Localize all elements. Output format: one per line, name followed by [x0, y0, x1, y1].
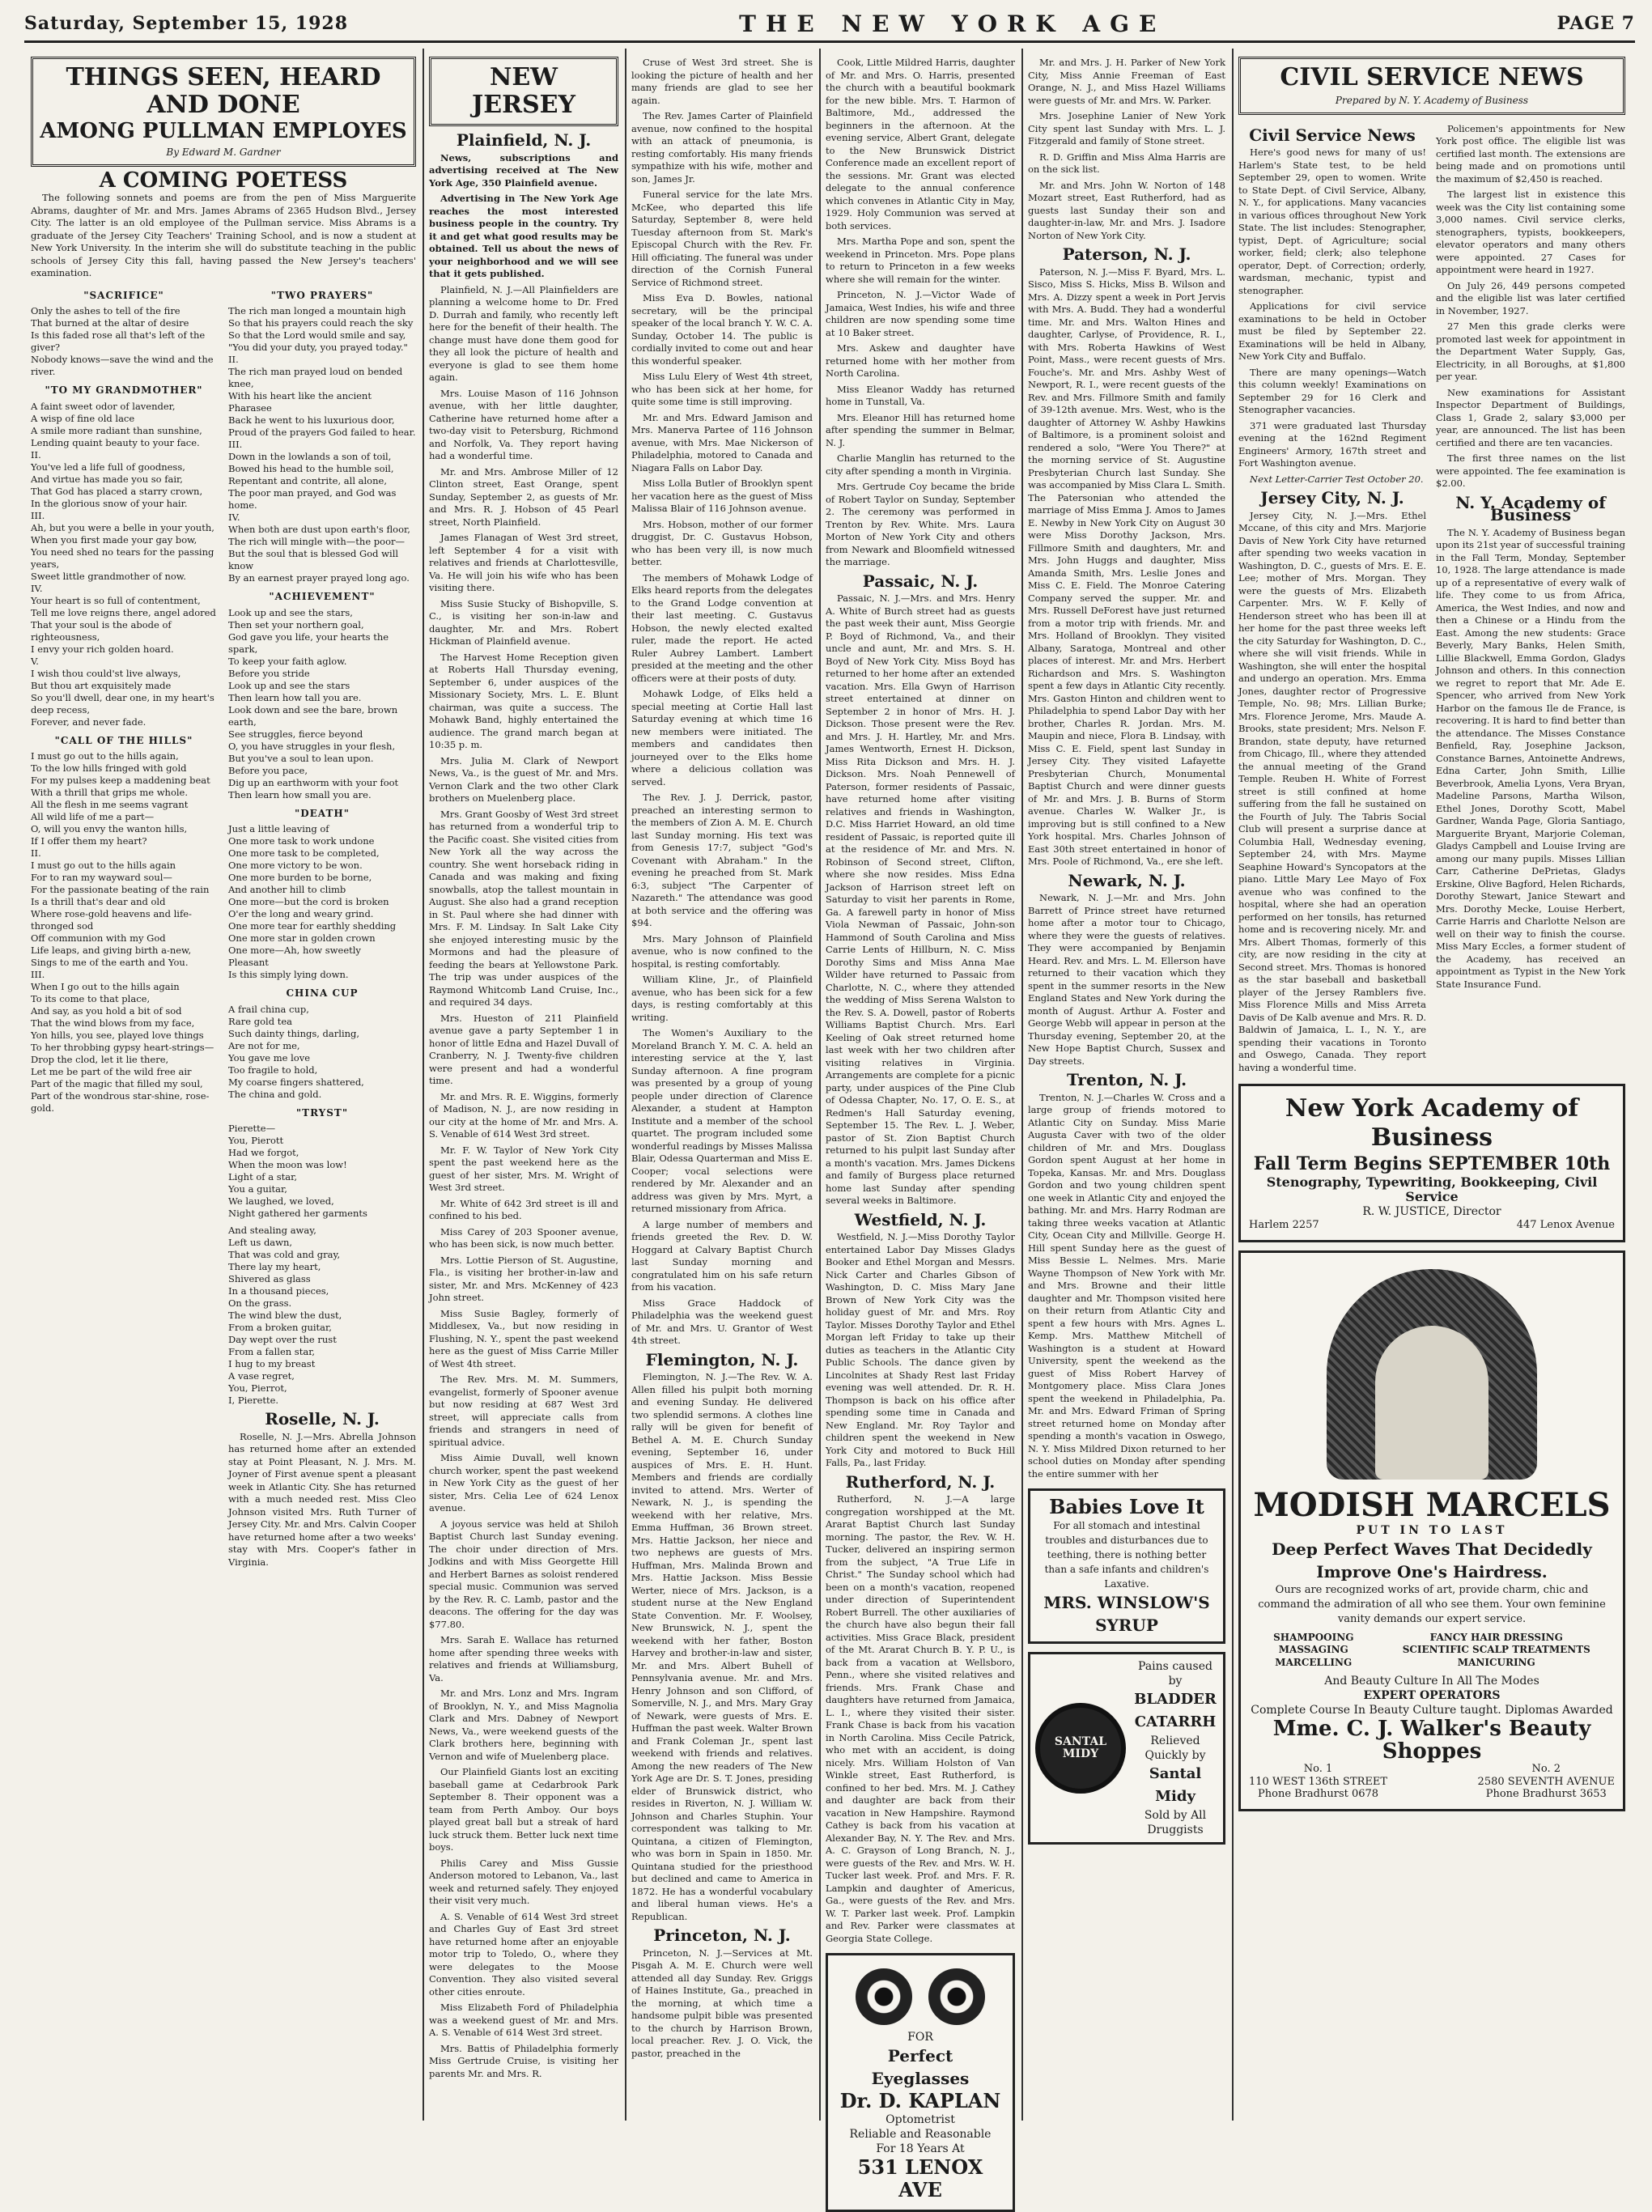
news-paragraph: Mrs. Hueston of 211 Plainfield avenue gave a party September 1 in honor of little Edna and Hazel Duvall of Cranberry, N. J. Twenty-five children were present and had a wonderful time.: [429, 1012, 618, 1086]
column-pullman: [31, 57, 416, 2121]
column-rule: [625, 49, 626, 2121]
news-paragraph: Miss Eva D. Bowles, national secretary, will be the principal speaker of the local branch Y. W. C. A. Sunday, October 14. The public is cordially invited to come out and hear this wonderful speaker.: [631, 292, 813, 367]
news-paragraph: Miss Lolla Butler of Brooklyn spent her vacation here as the guest of Miss Malissa Blair of 116 Johnson avenue.: [631, 478, 813, 514]
poem-text: A faint sweet odor of lavender, A wisp of fine old lace A smile more radiant than sunshine, Lending quaint beauty to your face. II. You've led a life full of goodness, And virtue has made you so fair, That God has placed a starry crown, In the glorious snow of your hair. III. Ah, but you were a belle in your youth, When you first made your gay bow, You need shed no tears for the passing years, Sweet little grandmother of now. IV. Your heart is so full of contentment, Tell me love reigns there, angel adored That your soul is the abode of righteousness, I envy your rich golden hoard. V. I wish thou could'st live always, But thou art exquisitely made So you'll dwell, dear one, in my heart's deep recess, Forever, and never fade.: [31, 400, 216, 728]
passaic-heading: Passaic, N. J.: [862, 571, 979, 591]
santal-sold: Sold by All Druggists: [1144, 1809, 1207, 1836]
news-paragraph: Mrs. Martha Pope and son, spent the weekend in Princeton. Mrs. Pope plans to return to Princeton in a few weeks where she will remain for the winter.: [826, 236, 1015, 285]
walker-no1: No. 1: [1303, 1763, 1333, 1775]
poem-title: "TRYST": [295, 1106, 349, 1119]
academy-ad-name: New York Academy of Business: [1285, 1094, 1579, 1152]
news-paragraph: Miss Aimie Duvall, well known church worker, spent the past weekend in New York City as the guest of her sister, Mrs. Celia Lee of 624 Lenox avenue.: [429, 1452, 618, 1514]
news-paragraph: Plainfield, N. J.—All Plainfielders are planning a welcome home to Dr. Fred D. Durrah and family, who recently left here for the benefit of their health. The change must have done them good for they all look the picture of health and everyone is glad to see them home again.: [429, 283, 618, 383]
masthead-page: PAGE 7: [1556, 13, 1635, 34]
civil-service-subhead: Civil Service News: [1249, 125, 1416, 145]
column-paterson: [1028, 57, 1225, 2121]
poem-text: I must go out to the hills again, To the low hills fringed with gold For my pulses keep a maddening beat With a thrill that grips me whole. All the flesh in me seems vagrant All wild life of me a part— O, will you envy the wanton hills, If I offer them my heart? II. I must go out to the hills again For to ran my wayward soul— For the passionate beating of the rain Is a thrill that's dear and old Where rose-gold heavens and life-thronged sod Off communion with my God Life leaps, and giving birth a-new, Sings to me of the earth and You. III. When I go out to the hills again To its come to that place, And say, as you hold a bit of sod That the wind blows from my face, Yon hills, you see, played love things To her throbbing gypsy heart-strings— Drop the clod, let it lie there, Let me be part of the wild free air Part of the magic that filled my soul, Part of the wondrous star-shine, rose-gold.: [31, 750, 214, 1114]
flemington-heading: Flemington, N. J.: [645, 1349, 799, 1369]
news-paragraph: News, subscriptions and advertising received at The New York Age, 350 Plainfield avenue.: [429, 151, 618, 189]
column-new-jersey: [429, 57, 618, 2121]
news-paragraph: Cook, Little Mildred Harris, daughter of Mr. and Mrs. O. Harris, presented the church with a beautiful bookmark for the new bible. Mrs. T. Harmon of Baltimore, Md., addressed the beginners in the afternoon. At the evening service, Albert Grant, delegate to the New Brunswick District Conference made an excellent report of the sessions. Mr. Grant was elected delegate to the annual conference which convenes in Atlantic City in May, 1929. Holy Communion was served at both services.: [826, 57, 1015, 231]
westfield-heading: Westfield, N. J.: [854, 1209, 987, 1229]
santal-seal-icon: SANTAL MIDY: [1035, 1703, 1126, 1794]
news-paragraph: Philis Carey and Miss Gussie Anderson motored to Lebanon, Va., last week and returned safely. They enjoyed their visit very much.: [429, 1857, 618, 1906]
news-paragraph: A joyous service was held at Shiloh Baptist Church last Sunday evening. The choir under direction of Mrs. Jodkins and with Miss Georgette Hill and Herbert Barnes as soloist rendered special music. Communion was served by the Rev. R. C. Lamb, pastor and the deacons. The offering for the day was $77.80.: [429, 1518, 618, 1630]
paterson-heading: Paterson, N. J.: [1062, 244, 1191, 264]
news-paragraph: Mrs. Josephine Lanier of New York City spent last Sunday with Mrs. L. J. Fitzgerald and family of Stone street.: [1028, 110, 1225, 146]
news-paragraph: Mrs. Eleanor Hill has returned home after spending the summer in Belmar, N. J.: [826, 411, 1015, 448]
newark-text: Newark, N. J.—Mr. and Mrs. John Barrett of Prince street have returned home after a motor tour to Chicago, where they were the guests of relatives. They were accompanied by Benjamin Heard. Rev. and Mrs. L. M. Ellerson have returned to their vacation which they spent in the summer resorts in the New England States and New York during the month of August. Arthur A. Foster and George Webb will appear in person at the Thursday evening, September 20, at the New Hope Baptist Church, Sussex and Day streets.: [1028, 892, 1225, 1067]
optometrist-title: Optometrist: [885, 2113, 955, 2126]
news-paragraph: James Flanagan of West 3rd street, left September 4 for a visit with relatives and friends at Charlottesville, Va. He will join his wife who has been visiting there.: [429, 532, 618, 593]
civil-paragraph: New examinations for Assistant Inspector Department of Buildings, Class 1, Grade 2, salary $3,000 per year, are announced. The list has been certified and there are ten vacancies.: [1436, 386, 1625, 448]
optometrist-reliable: Reliable and Reasonable: [849, 2128, 992, 2141]
new-jersey-heading-box: [429, 57, 618, 126]
plainfield-heading: Plainfield, N. J.: [456, 130, 592, 150]
walker-service: MASSAGING: [1278, 1644, 1348, 1655]
news-paragraph: Princeton, N. J.—Victor Wade of Jamaica, West Indies, his wife and three children are now spending some time at 10 Baker street.: [826, 289, 1015, 338]
pullman-heading: THINGS SEEN, HEARD AND DONE: [66, 63, 381, 119]
poem-text: Only the ashes to tell of the fire That burned at the altar of desire Is this faded rose all that's left of the giver? Nobody knows—save the wind and the river.: [31, 305, 214, 377]
news-paragraph: R. D. Griffin and Miss Alma Harris are on the sick list.: [1028, 151, 1225, 175]
roselle-text: Roselle, N. J.—Mrs. Abrella Johnson has returned home after an extended stay at Point Pleasant, N. J. Mrs. M. Joyner of First avenue spent a pleasant week in Atlantic City. She has returned with a much needed rest. Miss Cleo Johnson visited Mrs. Ruth Turner of Jersey City. Mr. and Mrs. Calvin Cooper have returned home after a two weeks' stay with Mrs. Cooper's father in Virginia.: [228, 1430, 416, 1568]
poem-text: A frail china cup, Rare gold tea Such dainty things, darling, Are not for me, You gave me love Too fragile to hold, My coarse fingers shattered, The china and gold.: [228, 1003, 364, 1100]
news-paragraph: Mr. F. W. Taylor of New York City spent the past weekend here as the guest of her sister, Mrs. M. Wright of West 3rd street.: [429, 1144, 618, 1193]
babies-text: For all stomach and intestinal troubles and disturbances due to teething, there is nothing better than a safe infants and children's Laxative.: [1044, 1520, 1209, 1590]
jersey-city-heading: Jersey City, N. J.: [1260, 488, 1404, 507]
portrait-face: [1375, 1326, 1488, 1480]
optometrist-years: For 18 Years At: [876, 2142, 965, 2155]
pullman-subheading: AMONG PULLMAN EMPLOYES: [40, 119, 407, 143]
newark-heading: Newark, N. J.: [1068, 870, 1186, 890]
poem-title: "TO MY GRANDMOTHER": [45, 384, 203, 396]
civil-paragraph: The first three names on the list were appointed. The fee examination is $2.00.: [1436, 452, 1625, 489]
news-paragraph: Mrs. Julia M. Clark of Newport News, Va., is the guest of Mr. and Mrs. Vernon Clark and the two other Clark brothers on Muelenberg place.: [429, 754, 618, 804]
civil-paragraph: Here's good news for many of us! Harlem's State test, to be held September 29, open to women. Write to State Dept. of Civil Service, Albany, N. Y., for applications. Many vacancies in various offices throughout New York State. The list includes: Stenographer, typist, Dept. of Agriculture; social worker, field; clerk; also telephone operator, Dept. of Correction; orderly, wardsman, mechanic, typist and stenographer.: [1238, 146, 1426, 296]
news-paragraph: Miss Carey of 203 Spooner avenue, who has been sick, is now much better.: [429, 1225, 618, 1250]
academy-ad-address: 447 Lenox Avenue: [1516, 1219, 1615, 1231]
news-paragraph: The members of Mohawk Lodge of Elks heard reports from the delegates to the Grand Lodge convention at their last meeting. C. Gustavus Hobson, the newly elected exalted ruler, made the report. He acted Ruler Aubrey Lambert. Lambert presided at the meeting and the other officers were at their posts of duty.: [631, 571, 813, 684]
news-paragraph: Miss Susie Stucky of Bishopville, S. C., is visiting her son-in-law and daughter, Mr. and Mrs. Robert Hickman of Plainfield avenue.: [429, 597, 618, 647]
poem-title: CHINA CUP: [286, 987, 359, 999]
civil-paragraph: Next Letter-Carrier Test October 20.: [1250, 473, 1424, 485]
babies-headline: Babies Love It: [1049, 1495, 1204, 1518]
optometrist-name: Dr. D. KAPLAN: [839, 2089, 1001, 2112]
walker-portrait-image: [1327, 1269, 1537, 1480]
walker-service: SCIENTIFIC SCALP TREATMENTS: [1402, 1644, 1590, 1655]
walker-locations: [1249, 1763, 1615, 1801]
princeton-text: Princeton, N. J.—Services at Mt. Pisgah A. M. E. Church were well attended all day Sunday. Rev. Griggs of Haines Institute, Ga., preached in the morning, at which time a handsome pulpit bible was presented to the church by Harrison Brown, local preacher. Rev. J. O. Vick, the pastor, preached in the: [631, 1947, 813, 2059]
news-paragraph: Funeral service for the late Mrs. McKee, who departed this life Saturday, September 8, were held Tuesday afternoon from St. Mark's Episcopal Church with the Rev. Fr. Hill officiating. The funeral was under direction of the Cornish Funeral Service of Richmond street.: [631, 189, 813, 288]
news-paragraph: Mr. and Mrs. Ambrose Miller of 12 Clinton street, East Orange, spent Sunday, September 2, as guests of Mr. and Mrs. R. J. Hobson of 45 Pearl street, North Plainfield.: [429, 465, 618, 528]
santal-relieved: Relieved Quickly by: [1145, 1734, 1206, 1762]
civil-service-heading-box: [1238, 57, 1625, 115]
pullman-byline: By Edward M. Gardner: [166, 146, 281, 158]
academy-ad: [1238, 1084, 1625, 1242]
poem-text: Pierette— You, Pierott Had we forgot, When the moon was low! Light of a star, You a guitar, We laughed, we loved, Night gathered her garments: [228, 1123, 367, 1219]
news-paragraph: Mr. and Mrs. R. E. Wiggins, formerly of Madison, N. J., are now residing in our city at the home of Mr. and Mrs. A. S. Venable of 614 West 3rd street.: [429, 1090, 618, 1140]
poem-title: "DEATH": [295, 807, 350, 819]
news-paragraph: Mohawk Lodge, of Elks held a special meeting at Cortie Hall last Saturday evening at which time 16 new members were initiated. The members and candidates then journeyed over to the Elks home where a delicious collation was served.: [631, 688, 813, 788]
news-paragraph: Miss Grace Haddock of Philadelphia was the weekend guest of Mr. and Mrs. U. Grantor of West 4th street.: [631, 1297, 813, 1346]
news-paragraph: Mrs. Lottie Pierson of St. Augustine, Fla., is visiting her brother-in-law and sister, Mr. and Mrs. McKenney of 423 John street.: [429, 1254, 618, 1303]
santal-line: Pains caused by: [1138, 1660, 1212, 1688]
masthead-date: Saturday, September 15, 1928: [24, 13, 349, 34]
news-paragraph: Our Plainfield Giants lost an exciting baseball game at Cedarbrook Park September 8. Their opponent was a team from Perth Amboy. Our boys played great ball but a streak of hard luck struck them. Better luck next time boys.: [429, 1766, 618, 1853]
trenton-text: Trenton, N. J.—Charles W. Cross and a large group of friends motored to Atlantic City on Sunday. Miss Marie Augusta Caver with two of the older children of Mr. and Mrs. Douglass Gordon spent August at her home in Topeka, Kansas. Mr. and Mrs. Douglass Gordon and two young children spent one week in Atlantic City and enjoyed the bathing. Mr. and Mrs. Harry Rodman are taking three weeks vacation at Atlantic City, Ocean City and Millville. George H. Hill spent Sunday here as the guest of Miss Bessie L. Nelmes. Mrs. Marie Wayne Thompson of New York with Mr. and Mrs. Browne and their little daughter and Mr. Thompson visited here on their return from Atlantic City and spent a few hours with Mrs. Agnes L. Kemp. Mrs. Matthew Mitchell of Washington is a student at Howard University, spent the weekend as the guest of Miss Robert Harvey of Montgomery place. Miss Clara Jones spent the weekend in Philadelphia, Pa. Mr. and Mrs. Edward Friman of Spring street returned home on Monday after spending a month's vacation in Oswego, N. Y. Miss Mildred Dixon returned to her school duties on Monday after spending the entire summer with her: [1028, 1091, 1225, 1480]
walker-service: MANICURING: [1457, 1656, 1535, 1668]
academy-ad-courses: Stenography, Typewriting, Bookkeeping, Civil Service: [1266, 1174, 1598, 1204]
santal-catarrh: BLADDER CATARRH: [1134, 1691, 1217, 1730]
santal-brand: Santal Midy: [1149, 1765, 1202, 1805]
poem-title: "SACRIFICE": [83, 289, 164, 301]
news-paragraph: Mrs. Askew and daughter have returned home with her mother from North Carolina.: [826, 342, 1015, 379]
passaic-text: Passaic, N. J.—Mrs. and Mrs. Henry A. White of Burch street had as guests the past week their aunt, Miss Georgie P. Boyd of Richmond, Va., and their uncle and aunt, Mr. and Mrs. S. H. Boyd of New York City. Miss Boyd has returned to her home after an extended vacation. Mrs. Ella Gwyn of Harrison street entertained at dinner on September 2 in honor of Mrs. H. J. Dickson. Those present were the Rev. and Mrs. J. H. Hartley, Mr. and Mrs. James Wentworth, Ernest H. Dickson, Miss Rita Dickson and Mrs. H. J. Dickson. Mrs. Noah Pennewell of Paterson, former residents of Passaic, have returned home after visiting relatives and friends in Washington, D.C. Miss Harriet Howard, an old time resident of Passaic, is reported quite ill at the residence of Mr. and Mrs. N. Robinson of Second street, Clifton, where she now resides. Miss Edna Jackson of Harrison street left on Saturday to visit her parents in Rome, Ga. A farewell party in honor of Miss Viola Newman of Passaic, John-son Hammond of South Carolina and Miss Carrie Lents of Hillburn, N. C. Miss Dorothy Sims and Miss Anna Mae Wilder have returned to Passaic from Charlotte, N. C., where they attended the wedding of Miss Serena Walston to the Rev. S. A. Dowell, pastor of Roberts Williams Baptist Church. Mrs. Earl Keeling of Oak street returned home last week with her two children after visiting relatives in Virginia. Arrangements are complete for a picnic party, under auspices of the Pine Club of Odessa Chapter, No. 17, O. E. S., at Redmen's Hall Saturday evening, September 15. The Rev. L. J. Weber, pastor of St. Zion Baptist Church returned to his pulpit last Sunday after a month's vacation. Mrs. James Dickens and family of Burgess place returned home last Sunday after spending several weeks in Baltimore.: [826, 592, 1015, 1206]
civil-service-heading: CIVIL SERVICE NEWS: [1280, 63, 1584, 91]
walker-course: Complete Course In Beauty Culture taught. Diplomas Awarded: [1251, 1704, 1613, 1717]
academy-ad-contact: [1249, 1219, 1615, 1232]
academy-text: The N. Y. Academy of Business began upon its 21st year of successful training in the Fall Term, Monday, September 10, 1928. The large attendance is made up of a representative of every walk of life. They come to us from Africa, America, the West Indies, and now and then a Chinese or a Hindu from the East. Among the new students: Grace Beverly, Mary Banks, Helen Smith, Lillie Blackwell, Emma Gordon, Gladys Johnson and others. In this connection we regret to report that Mr. Ade E. Spencer, who arrived from New York Harbor on the famous Ile de France, is recovering. It is hard to find better than the attendance. The Misses Constance Benfield, Ray, Josephine Jackson, Constance Barnes, Antoinette Andrews, Edna Carter, John Smith, Lillie Beverbrook, Amelia Lyons, Vera Bryan, Madeline Parsons, Martha Wilson, Ethel Jones, Dorothy Scott, Mabel Gardner, Wanda Page, Gloria Santiago, Marguerite Bryant, Marjorie Coleman, Gladys Campbell and Louise Irving are among our many pupils. Misses Lillian Carr, Catherine DePrietas, Gladys Erskine, Olive Bagford, Helen Richards, Dorothy Stewart, Janice Stewart and Mrs. Dorothy Mecke, Louise Herbert, Carrie Harris and Charlotte Nelson are well on their way to finish the course. Miss Mary Eccles, a former student of the Academy, has received an appointment as Typist in the New York State Insurance Fund.: [1436, 526, 1626, 990]
column-plainfield-cont: [631, 57, 813, 2121]
jersey-city-text: Jersey City, N. J.—Mrs. Ethel Mccane, of this city and Mrs. Marjorie Davis of New York City have returned after spending two weeks vacation in Washington, D. C., guests of Mrs. E. E. Lee; mother of Mrs. Morgan. They were the guests of Mrs. Elizabeth Carpenter. Mrs. W. F. Kelly of Henderson street who has been ill at her home for the past three weeks left the city Saturday for Washington, D. C., where she will visit friends. While in Washington, she will enter the hospital and undergo an operation. Mrs. Emma Jones, daughter rector of Progressive Temple, No. 98; Mrs. Lillian Burke; Mrs. Florence Jerome, Mrs. Maude A. Brooks, state president; Mrs. Nelson F. Brandon, state deputy, have returned from Chicago, Ill., where they attended the annual meeting of the Grand Temple. Reuben H. White of Forrest street is still confined at home suffering from the fall he sustained on the Fourth of July. The Tabris Social Club will present a surprise dance at Columbia Hall, Wednesday evening, September 24, with Mrs. Mayme Seaphine Howard's Syncopators at the piano. Little Mary Lee Mayo of Fox avenue who was confined to the hospital, where she had an operation performed on her tonsils, has returned home and is recovering nicely. Mr. and Mrs. Albert Thomas, formerly of this city, are now residing in the city at Second street. Mrs. Thomas is honored as the star baseball and basketball player of the Jersey Ramblers five. Miss Florence Mills and Miss Arreta Davis of De Kalb avenue and Mrs. R. D. Baldwin of Jamaica, L. I., N. Y., are spending their vacations in Toronto and Oswego, Canada. They report having a wonderful time.: [1238, 509, 1426, 1073]
news-paragraph: Mr. and Mrs. John W. Norton of 148 Mozart street, East Rutherford, had as guests last Sunday their son and daughter-in-law, Mr. and Mrs. J. Isadore Norton of New York City.: [1028, 179, 1225, 241]
civil-paragraph: 27 Men this grade clerks were promoted last week for appointment in the Department Water Supply, Gas, Electricity, in all Boroughs, at $1,800 per year.: [1436, 321, 1625, 382]
pullman-heading-box: [31, 57, 416, 167]
news-paragraph: Mr. and Mrs. Edward Jamison and Mrs. Manerva Partee of 116 Johnson avenue, with Mrs. Mae Nickerson of Philadelphia, motored to Canada and Niagara Falls on Labor Day.: [631, 411, 813, 473]
news-paragraph: Mrs. Gertrude Coy became the bride of Robert Taylor on Sunday, September 2. The ceremony was performed in Trenton by Rev. White. Mrs. Laura Morton of New York City and others from Newark and Bloomfield witnessed the marriage.: [826, 481, 1015, 567]
civil-paragraph: 371 were graduated last Thursday evening at the 162nd Regiment Engineers' Armory, 167th street and Fort Washington avenue.: [1238, 419, 1426, 469]
optometrist-for: FOR: [907, 2031, 933, 2044]
westfield-text: Westfield, N. J.—Miss Dorothy Taylor entertained Labor Day Misses Gladys Booker and Ethel Morgan and Messrs. Nick Carter and Charles Gibson of Washington, D. C. Miss Mary Jane Brown of New York City was the holiday guest of Mr. and Mrs. Roy Taylor. Misses Dorothy Taylor and Ethel Morgan left Friday to take up their duties as teachers in the Atlantic City Public Schools. The dance given by Lincolnites at Shady Rest last Friday evening was well attended. Dr. R. H. Thompson is back on his office after spending some time in Canada and New England. Mr. Roy Taylor and children spent the weekend in New York City and motored to Buck Hill Falls, Pa., last Friday.: [826, 1231, 1015, 1468]
news-paragraph: The Rev. James Carter of Plainfield avenue, now confined to the hospital with an attack of pneumonia, is resting comfortably. His many friends sympathize with his wife, mother and son, James Jr.: [631, 110, 813, 185]
news-paragraph: Mr. White of 642 3rd street is ill and confined to his bed.: [429, 1197, 618, 1221]
column-rule: [819, 49, 821, 2121]
eye-icon: [928, 1968, 985, 2025]
column-rule: [423, 49, 424, 2121]
poem-text: Just a little leaving of One more task to work undone One more task to be completed, One more victory to be won. One more burden to be borne, And another hill to climb One more—but the cord is broken O'er the long and weary grind. One more tear for earthly shedding One more star in golden crown One more—Ah, how sweetly Pleasant Is this simply lying down.: [228, 823, 397, 980]
news-paragraph: Mr. and Mrs. Lonz and Mrs. Ingram of Brooklyn, N. Y., and Miss Magnolia Clark and Mrs. Dabney of Newport News, Va., were weekend guests of the Clark brothers here, beginning with Vernon and wife of Muelenberg place.: [429, 1688, 618, 1762]
news-paragraph: Mrs. Battis of Philadelphia formerly Miss Gertrude Cruise, is visiting her parents Mr. and Mrs. R.: [429, 2042, 618, 2079]
news-paragraph: Mrs. Mary Johnson of Plainfield avenue, who is now confined to the hospital, is resting comfortably.: [631, 932, 813, 970]
walker-tagline: Deep Perfect Waves That Decidedly Improve One's Hairdress.: [1272, 1539, 1592, 1582]
babies-love-it-ad: [1028, 1488, 1225, 1644]
eyes-illustration: [836, 1968, 1004, 2025]
rutherford-heading: Rutherford, N. J.: [845, 1471, 996, 1492]
walker-service: SHAMPOOING: [1273, 1631, 1354, 1643]
poem-title: "TWO PRAYERS": [270, 289, 374, 301]
news-paragraph: A. S. Venable of 614 West 3rd street and Charles Guy of East 3rd street have returned home after an enjoyable motor trip to Toledo, O., where they were delegates to the Moose Convention. They also visited several other cities enroute.: [429, 1910, 618, 1998]
walker-headline: MODISH MARCELS: [1253, 1485, 1611, 1524]
walker-service: MARCELLING: [1275, 1656, 1353, 1668]
news-paragraph: Mrs. Louise Mason of 116 Johnson avenue, with her little daughter, Catherine have returned home after a two-day visit to Petersburg, Richmond and Norfolk, Va. They report having had a wonderful time.: [429, 387, 618, 461]
civil-paragraph: The largest list in existence this week was the City list containing some 3,000 names. Civil service clerks, stenographers, typists, bookkeepers, elevator operators and many others were appointed. 27 Cases for appointment were heard in 1927.: [1436, 189, 1625, 275]
poem-title: "CALL OF THE HILLS": [54, 734, 193, 746]
masthead: [24, 6, 1635, 43]
news-paragraph: A large number of members and friends greeted the Rev. D. W. Hoggard at Calvary Baptist Church last Sunday morning and congratulated him on his safe return from his vacation.: [631, 1218, 813, 1293]
news-paragraph: The Women's Auxiliary to the Moreland Branch Y. M. C. A. held an interesting service at the Y, last Sunday afternoon. A fine program was presented by a group of young people under direction of Clarence Alexander, a student at Hampton Institute and a member of the school quartet. The program included some wonderful readings by Misses Malissa Blair, Odessa Quarterman and Miss E. Cooper; vocal selections were rendered by Mr. Alexander and an address was given by Mrs. Myrt, a returned missionary from Africa.: [631, 1027, 813, 1214]
walker-line: And Beauty Culture In All The Modes: [1324, 1675, 1539, 1688]
eye-icon: [856, 1968, 912, 2025]
news-paragraph: Cruse of West 3rd street. She is looking the picture of health and her many friends are glad to see her again.: [631, 57, 813, 106]
flemington-text: Flemington, N. J.—The Rev. W. A. Allen filled his pulpit both morning and evening Sunday. He delivered two splendid sermons. A clothes line rally will be given for benefit of Bethel A. M. E. Church Sunday evening, September 16, under auspices of Mrs. E. H. Hunt. Members and friends are cordially invited to attend. Mrs. Werter of Newark, N. J., is spending the weekend with her relative, Mrs. Emma Huffman, 36 Brown street. Mrs. Hattie Jackson, her niece and two nephews are guests of Mrs. Huffman, Mrs. Malinda Brown and Mrs. Hattie Jackson. Miss Bessie Werter, niece of Mrs. Jackson, is a student nurse at the New England State Convention. Mr. F. Woolsey, New Brunswick, N. J., spent the weekend with her father, Boston Harvey and brother-in-law and sister, Mr. and Mrs. Albert Buhell of Pennsylvania avenue. Mr. and Mrs. Henry Johnson and son Clifford, of Somerville, N. J., and Mrs. Mary Gray of Newark, were guests of Mrs. E. Huffman the past week. Walter Brown and Frank Coleman Jr., spent last weekend with friends and relatives. Among the new readers of The New York Age are Dr. S. T. Jones, presiding elder of Brunswick district, who resides in Riverton, N. J. William W. Johnson and Charles Stuphin. Your correspondent was talking to Mr. Quintana, a citizen of Flemington, who was born in Spain in 1850. Mr. Quintana studied for the priesthood but declined and came to America in 1872. He has a wonderful vocabulary and liberal human views. He's a Republican.: [631, 1371, 813, 1922]
poetess-intro: The following sonnets and poems are from the pen of Miss Marguerite Abrams, daughter of Mr. and Mrs. James Abrams of 2365 Hudson Blvd., Jersey City. The latter is an old employee of the Pullman service. Miss Abrams is a graduate of the Jersey City Teachers' Training School, and is now a student at New York University. In the interim she will do substitute teaching in the public schools of Jersey City this fall, having passed the New Jersey's teachers' examination.: [31, 192, 416, 278]
roselle-heading: Roselle, N. J.: [265, 1409, 380, 1429]
poem-title: "ACHIEVEMENT": [269, 591, 376, 602]
walker-phone2: Phone Bradhurst 3653: [1485, 1788, 1607, 1800]
walker-no2: No. 2: [1531, 1763, 1561, 1775]
column-rule: [1232, 49, 1234, 2121]
academy-ad-phone: Harlem 2257: [1249, 1219, 1319, 1231]
new-jersey-heading: NEW JERSEY: [472, 63, 575, 119]
masthead-title: THE NEW YORK AGE: [739, 10, 1166, 37]
princeton-heading: Princeton, N. J.: [653, 1925, 791, 1945]
civil-paragraph: On July 26, 449 persons competed and the eligible list was later certified in November, 1927.: [1436, 279, 1625, 316]
news-paragraph: Miss Susie Bagley, formerly of Middlesex, Va., but now residing in Flushing, N. Y., spent the past weekend here as the guest of Miss Carrie Miller of West 4th street.: [429, 1307, 618, 1369]
column-passaic: [826, 57, 1015, 2201]
poem-text: Look up and see the stars, Then set your northern goal, God gave you life, your hearts the spark, To keep your faith aglow. Before you stride Look up and see the stars Then learn how tall you are. Look down and see the bare, brown earth, See struggles, fierce beyond O, you have struggles in your flesh, But you've a soul to lean upon. Before you pace, Dig up an earthworm with your foot Then learn how small you are.: [228, 606, 399, 800]
walker-brand: Mme. C. J. Walker's Beauty Shoppes: [1272, 1717, 1591, 1764]
news-paragraph: Mrs. Hobson, mother of our former druggist, Dr. C. Gustavus Hobson, who has been very ill, is now much better.: [631, 518, 813, 567]
civil-paragraph: Policemen's appointments for New York post office. The eligible list was certified last month. The extensions are being made and on promotions until the maximum of $2,450 is reached.: [1436, 122, 1625, 185]
walker-ad: [1238, 1250, 1625, 1811]
walker-text: Ours are recognized works of art, provide charm, chic and command the admiration of all who see them. Your own feminine vanity demands our expert service.: [1258, 1583, 1606, 1625]
civil-paragraph: Applications for civil service examinations to be held in October must be filed by September 22. Examinations will be held in Albany, New York City and Buffalo.: [1238, 300, 1426, 362]
poetess-heading: A COMING POETESS: [99, 168, 348, 193]
news-paragraph: The Harvest Home Reception given at Roberts Hall Thursday evening, September 6, under auspices of the Missionary Society, Mrs. L. E. Blunt chairman, was quite a success. The Mohawk Band, highly entertained the audience. The grand march began at 10:35 p. m.: [429, 651, 618, 750]
poem-text: And stealing away, Left us dawn, That was cold and gray, There lay my heart, Shivered as glass In a thousand pieces, On the grass. The wind blew the dust, From a broken guitar, Day wept over the rust From a fallen star, I hug to my breast A vase regret, You, Pierrot, I, Pierette.: [228, 1225, 342, 1406]
column-civil-service: [1238, 57, 1625, 2121]
column-rule: [1021, 49, 1023, 2121]
news-paragraph: Advertising in The New York Age reaches the most interested business people in the country. Try it and get what good results may be obtained. Tell us about the news of your neighborhood and we will see that it gets published.: [429, 193, 618, 279]
walker-addr2: 2580 SEVENTH AVENUE: [1477, 1775, 1615, 1788]
walker-addr1: 110 WEST 136th STREET: [1249, 1775, 1388, 1788]
news-paragraph: Charlie Manglin has returned to the city after spending a month in Virginia.: [826, 452, 1015, 477]
optometrist-line: Perfect Eyeglasses: [871, 2046, 970, 2088]
poem-text: The rich man longed a mountain high So that his prayers could reach the sky So that the Lord would smile and say, "You did your duty, you prayed today." II. The rich man prayed loud on bended knee, With his heart like the ancient Pharasee Back he went to his luxurious door, Proud of the prayers God failed to hear. III. Down in the lowlands a son of toil, Bowed his head to the humble soil, Repentant and contrite, all alone, The poor man prayed, and God was home. IV. When both are dust upon earth's floor, The rich will mingle with—the poor— But the soul that is blessed God will know By an earnest prayer prayed long ago.: [228, 305, 416, 584]
news-paragraph: The Rev. J. J. Derrick, pastor, preached an interesting sermon to the members of Zion A. M. E. Church last Sunday morning. His text was from Genesis 17:7, subject "God's Covenant with Abraham." In the evening he preached from St. Mark 6:3, subject "The Carpenter of Nazareth." The attendance was good at both service and the offering was $94.: [631, 792, 813, 928]
walker-phone1: Phone Bradhurst 0678: [1258, 1788, 1379, 1800]
news-paragraph: Mrs. Sarah E. Wallace has returned home after spending three weeks with relatives and friends at Williamsburg, Va.: [429, 1634, 618, 1683]
news-paragraph: Miss Eleanor Waddy has returned home in Tunstall, Va.: [826, 383, 1015, 407]
paterson-text: Paterson, N. J.—Miss F. Byard, Mrs. L. Sisco, Miss S. Hicks, Miss B. Wilson and Mrs. A. Dizzy spent a week in Port Jervis with Mrs. A. Budd. They had a wonderful time. Mr. and Mrs. Walton Hines and daughter, Carlyse, of Providence, R. I., with Mrs. Roberta Hawkins of West Point, Mass., were recent guests of Mrs. Fouche's. Mr. and Mrs. Ashby West of Newport, R. I., were recent guests of the Rev. and Mrs. Fillmore Smith and family of 39-12th avenue. Mrs. West, who is the daughter of Attorney W. Ashby Hawkins of Baltimore, is a prominent soloist and rendered a solo, "Were You There?" at the morning service of St. Augustine Presbyterian Church last Sunday. She was accompanied by Miss Clara L. Smith. The Patersonian who attended the marriage of Miss Emma J. Amos to James E. Newby in New York City on August 30 were Miss Dorothy Jackson, Mrs. Fillmore Smith and daughters, Mr. and Mrs. John Huggs and daughter, Miss Amanda Smith, Mrs. Leslie Jones and Miss C. E. Field. The Monroe Catering Company served the supper. Mr. and Mrs. Russell DeForest have just returned from a motor trip with friends. Mr. and Mrs. Holland of Brooklyn. They visited Albany, Saratoga, Montreal and other places of interest. Mr. and Mrs. Herbert Richardson and Mrs. S. Washington spent a few days in Atlantic City recently. Mrs. Gaston Hinton and children went to Philadelphia to spend Labor Day with her brother, Charles R. Jordan. Mrs. M. Maupin and niece, Flora B. Lindsay, with Miss C. E. Field, spent last Sunday in Jersey City. They visited Lafayette Presbyterian Church, Monumental Baptist Church and were dinner guests of Mr. and Mrs. J. B. Burns of Storm avenue. Charles W. Walker Jr., is improving but is still confined to a New York hospital. Mrs. Charles Johnson of East 30th street entertained in honor of Mrs. Poole of Richmond, Va., ere she left.: [1028, 265, 1225, 867]
santal-midy-ad: [1028, 1652, 1225, 1845]
news-paragraph: The Rev. Mrs. M. M. Summers, evangelist, formerly of Spooner avenue but now residing at 687 West 3rd street, will appreciate calls from friends and strangers in need of spiritual advice.: [429, 1373, 618, 1448]
optometrist-ad: [826, 1953, 1015, 2212]
walker-service: FANCY HAIR DRESSING: [1429, 1631, 1563, 1643]
academy-heading: N. Y. Academy of Business: [1455, 492, 1606, 524]
trenton-heading: Trenton, N. J.: [1066, 1070, 1187, 1089]
walker-sub: PUT IN TO LAST: [1356, 1523, 1508, 1537]
optometrist-address: 531 LENOX AVE: [857, 2155, 983, 2201]
news-paragraph: William Kline, Jr., of Plainfield avenue, who has been sick for a few days, is resting comfortably at this writing.: [631, 974, 813, 1023]
news-paragraph: Mr. and Mrs. J. H. Parker of New York City, Miss Annie Freeman of East Orange, N. J., and Miss Hazel Williams were guests of Mr. and Mrs. W. Parker.: [1028, 57, 1225, 106]
civil-paragraph: There are many openings—Watch this column weekly! Examinations on September 29 for 16 Clerk and Stenographer vacancies.: [1238, 366, 1426, 415]
academy-ad-director: R. W. JUSTICE, Director: [1362, 1205, 1501, 1218]
news-paragraph: Mrs. Grant Goosby of West 3rd street has returned from a wonderful trip to the Pacific coast. She visited cities from New York all the way across the country. She went horseback riding in Canada and was making and fixing snowballs, atop the tallest mountain in August. She also had a grand reception in St. Paul where she had dinner with Mrs. F. M. Lindsay. In Salt Lake City she enjoyed interesting music by the Mormons and had the pleasure of feeding the bears at Yellowstone Park. The trip was under auspices of the Raymond Whitcomb Land Cruise, Inc., and required 34 days.: [429, 808, 618, 1008]
babies-brand: MRS. WINSLOW'S SYRUP: [1043, 1593, 1210, 1635]
rutherford-text: Rutherford, N. J.—A large congregation worshipped at the Mt. Ararat Baptist Church last Sunday morning. The pastor, the Rev. W. H. Tucker, delivered an inspiring sermon from the subject, "A True Life in Christ." The Sunday school which had been on a month's vacation, reopened under direction of Superintendent Robert Burrell. The other auxiliaries of the church have also begun their fall activities. Miss Grace Black, president of the Mt. Ararat Church B. Y. P. U., is back from a vacation at Wellsboro, Penn., where she visited relatives and friends. Mrs. Frank Chase and daughters have returned from Jamaica, L. I., where they visited their sister. Frank Chase is back from his vacation in North Carolina. Miss Cecile Patrick, who met with an accident, is doing nicely. Mrs. William Holston of Van Winkle street, East Rutherford, is confined to her bed. Mrs. M. J. Cathey and daughter are back from their vacation in New Hampshire. Raymond Cathey is back from his vacation at Alexander Bay, N. Y. The Rev. and Mrs. A. C. Grayson of Long Branch, N. J., were guests of the Rev. and Mrs. W. H. Tucker last week. Prof. and Mrs. F. R. Lampkin and daughter of Americus, Ga., were guests of the Rev. and Mrs. W. T. Parker last week. Prof. Lampkin and Rev. Parker were classmates at Georgia State College.: [826, 1493, 1015, 1944]
walker-operators: EXPERT OPERATORS: [1363, 1689, 1501, 1702]
civil-service-byline: Prepared by N. Y. Academy of Business: [1335, 95, 1529, 106]
academy-ad-term: Fall Term Begins SEPTEMBER 10th: [1253, 1153, 1611, 1174]
news-paragraph: Miss Lulu Elery of West 4th street, who has been sick at her home, for quite some time is still improving.: [631, 371, 813, 407]
news-paragraph: Miss Elizabeth Ford of Philadelphia was a weekend guest of Mr. and Mrs. A. S. Venable of 614 West 3rd street.: [429, 2002, 618, 2038]
